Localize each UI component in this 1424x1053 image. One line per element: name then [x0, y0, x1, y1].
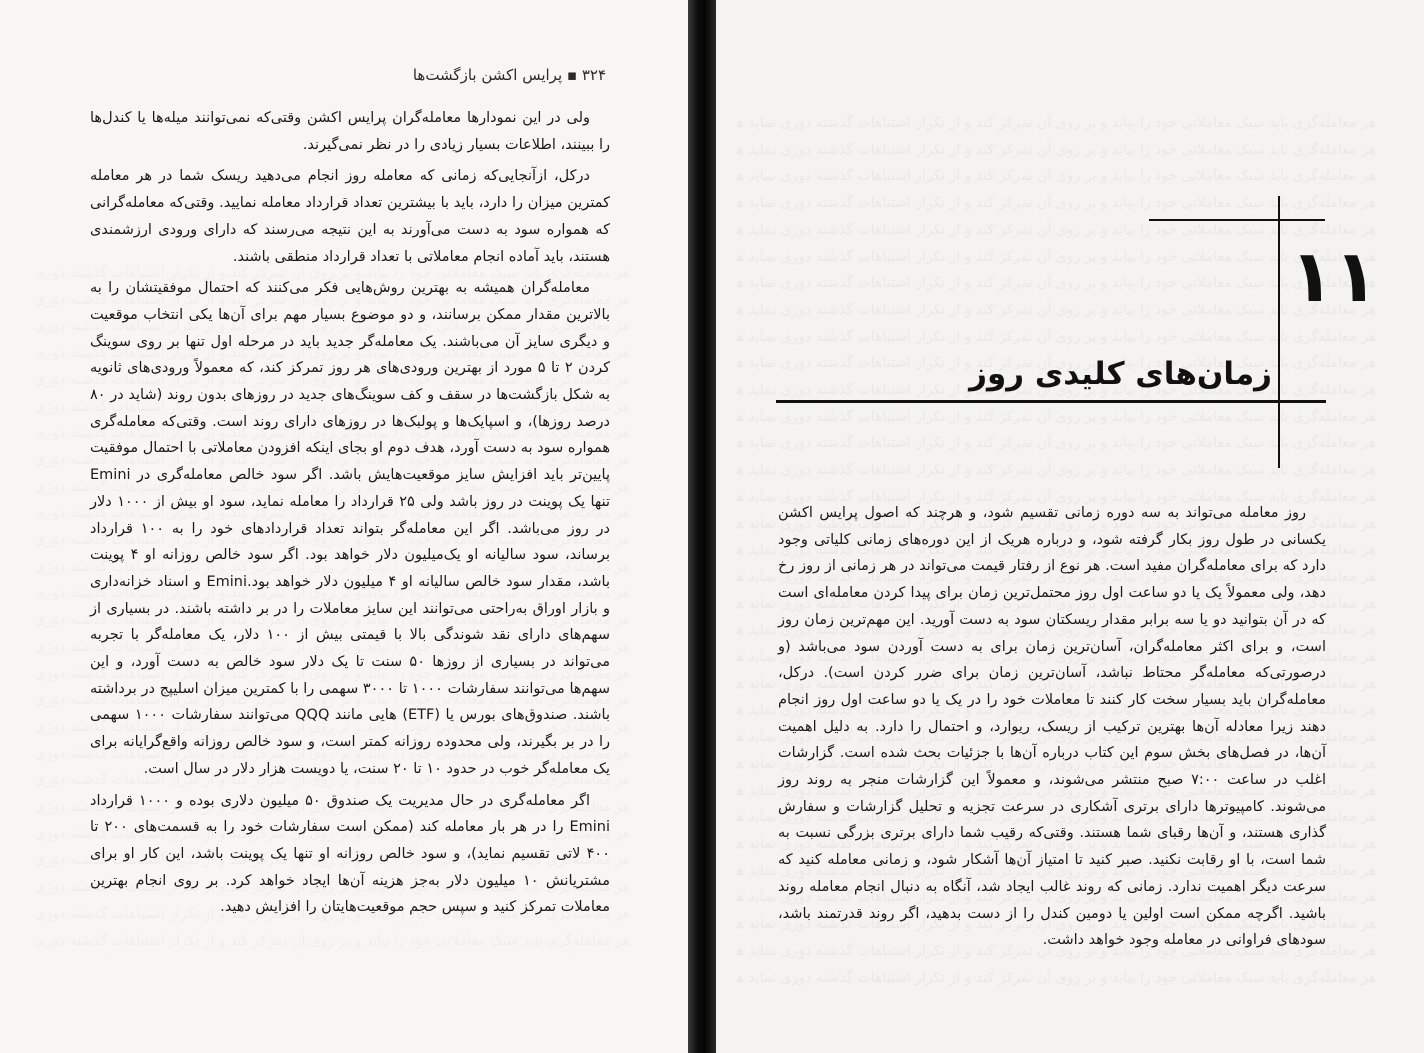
- chapter-rule-vertical: [1278, 196, 1280, 468]
- bleed-line: [736, 244, 1376, 271]
- book-gutter: [688, 0, 716, 1053]
- bleed-line: [736, 297, 1376, 324]
- chapter-number: ۱۱: [1290, 234, 1378, 318]
- chapter-title: زمان‌های کلیدی روز: [969, 356, 1272, 392]
- bleed-line: [736, 430, 1376, 457]
- bleed-line: [30, 928, 630, 955]
- paragraph: اگر معامله‌گری در حال مدیریت یک صندوق ۵۰ میلیون دلاری بوده و ۱۰۰۰ قرارداد Emini را در هر بار معامله کند (ممکن است سفارشات خود را به قسمت‌های ۲۰۰ تا ۴۰۰ لاتی تقسیم نماید)، و سود خالص روزانه او تنها یک پوینت باشد، این کار او برای مشتریانش ۱۰ میلیون دلار به‌جز هزینه آن‌ها ایجاد خواهد کرد. بر روی انجام بهترین معاملات تمرکز کنید و سپس حجم موقعیت‌هایتان را افزایش دهید.: [90, 792, 610, 916]
- bleed-line: [736, 457, 1376, 484]
- left-page: [0, 0, 688, 1053]
- chapter-rule-top: [1149, 219, 1325, 221]
- chapter-rule-bottom: [776, 400, 1326, 403]
- bleed-line: [736, 965, 1376, 991]
- right-body-text: [778, 500, 1326, 959]
- bleed-line: [736, 110, 1376, 137]
- bleed-line: [736, 163, 1376, 190]
- bleed-line: [736, 404, 1376, 431]
- right-page: [716, 0, 1424, 1053]
- paragraph: معامله‌گران همیشه به بهترین روش‌هایی فکر می‌کنند که احتمال موفقیتشان را به بالاترین مقدار ممکن برسانند، و دو موضوع بسیار مهم برای آن‌ها یکی انتخاب موقعیت و دیگری سایز آن می‌باشند. یک معامله‌گر جدید باید در مرحله اول تنها بر روی سوینگ کردن ۲ تا ۵ مورد از بهترین ورودی‌های هر روز تمرکز کند، که معمولاً ورودی‌های ثانویه به شکل بازگشت‌ها در سقف و کف سوینگ‌های جدید در روزهای بدون روند (شاید در ۸۰ درصد روزها)، و اسپایک‌ها و پولبک‌ها در روزهای دارای روند است. وقتی‌که معامله‌گری همواره سود به دست آورد، هدف دوم او بجای اینکه افزودن معاملاتی با احتمال موفقیت پایین‌تر باید افزایش سایز موقعیت‌هایش باشد. اگر سود خالص معامله‌گری در Emini تنها یک پوینت در روز باشد ولی ۲۵ قرارداد را معامله نماید، سود او بیش از ۱۰۰۰ دلار در روز می‌باشد. اگر این معامله‌گر بتواند تعداد قراردادهای خود را به ۱۰۰ قرارداد برساند، سود سالیانه او یک‌میلیون دلار خواهد بود. اگر سود خالص روزانه او ۴ پوینت باشد، مقدار سود خالص سالیانه او ۴ میلیون دلار خواهد بود.Emini و اسناد خزانه‌داری و بازار اوراق به‌راحتی می‌توانند این سایز معاملات را در بر داشته باشند. در بسیاری از سهم‌های دارای نقد شوندگی بالا با قیمتی بیش از ۱۰۰ دلار، یک معامله‌گر با تجربه می‌تواند در بسیاری از روزها ۵۰ سنت تا یک دلار سود خالص به دست آورد، و این سهم‌ها می‌توانند سفارشات ۱۰۰۰ تا ۳۰۰۰ سهمی را با کمترین میزان اسلیپج در برداشته باشند. صندوق‌های بورس یا (ETF) هایی مانند QQQ می‌توانند سفارشات ۱۰۰۰ سهمی را در بر بگیرند، ولی محدوده روزانه کمتر است، و سود خالص روزانه واقع‌گرایانه برای یک معامله‌گر خوب در حدود ۱۰ تا ۲۰ سنت، یا دویست هزار دلار در سال است.: [90, 280, 611, 777]
- running-head: ۳۲۴ ▪ پرایس اکشن بازگشت‌ها: [412, 66, 606, 84]
- paragraph: ولی در این نمودارها معامله‌گران پرایس اکشن وقتی‌که نمی‌توانند میله‌ها یا کندل‌ها را ببینند، اطلاعات بسیار زیادی را در نظر نمی‌گیرند.: [90, 110, 610, 153]
- bleed-line: [736, 324, 1376, 351]
- bleed-line: [736, 270, 1376, 297]
- paragraph: روز معامله می‌تواند به سه دوره زمانی تقسیم شود، و هرچند که اصول پرایس اکشن یکسانی در طول روز بکار گرفته شود، و درباره هریک از این دوره‌های زمانی کلیاتی وجود دارد که برای معامله‌گران مفید است. هر نوع از رفتار قیمت می‌تواند در هر زمانی از روز رخ دهد، ولی معمولاً یک یا دو ساعت اول روز محتمل‌ترین زمان برای پیدا کردن معامله‌ای است که در آن بتوانید دو یا سه برابر مقدار ریسکتان سود به دست آورید. این مهم‌ترین زمان روز است، و برای اکثر معامله‌گران، آسان‌ترین زمان برای به دست آوردن سود می‌باشد (و درصورتی‌که معامله‌گر محتاط نباشد، آسان‌ترین زمان برای ضرر کردن است). درکل، معامله‌گران باید بسیار سخت کار کنند تا معاملات خود را در یک یا دو ساعت اول روز انجام دهند زیرا معادله آن‌ها بهترین ترکیب از ریسک، ریوارد، و احتمال را دارد. به دلیل اهمیت آن‌ها، در فصل‌های بخش سوم این کتاب درباره آن‌ها با جزئیات بحث شده است. گزارشات اغلب در ساعت ۷:۰۰ صبح منتشر می‌شوند، و معمولاً این گزارشات منجر به روند روز می‌شوند. کامپیوترها دارای برتری آشکاری در سرعت تجزیه و تحلیل گزارشات و سفارش گذاری هستند، و آن‌ها رقبای شما هستند. وقتی‌که رقیب شما دارای برتری بزرگی نسبت به شما است، با او رقابت نکنید. صبر کنید تا امتیاز آن‌ها آشکار شود، و زمانی معامله کنید که سرعت دیگر اهمیت ندارد. زمانی که روند غالب ایجاد شد، آنگاه به دنبال انجام معامله روند باشید. اگرچه ممکن است اولین یا دومین کندل را از دست بدهید، اگر روند قدرتمند باشد، سودهای فراوانی در معامله وجود خواهد داشت.: [778, 505, 1326, 949]
- bleed-line: [736, 190, 1376, 217]
- left-body-text: [90, 105, 610, 926]
- bleed-line: [736, 137, 1376, 164]
- paragraph: درکل، ازآنجایی‌که زمانی که معامله روز انجام می‌دهید ریسک شما در هر معامله کمترین میزان را دارد، باید با بیشترین تعداد قرارداد معامله نمایید. وقتی‌که معامله‌گرانی که همواره سود به دست می‌آورند به این نتیجه می‌رسند که دارای ورودی ارزشمندی هستند، باید آماده انجام معاملاتی با تعداد قرارداد منطقی باشند.: [90, 168, 610, 265]
- bleed-line: [30, 954, 630, 960]
